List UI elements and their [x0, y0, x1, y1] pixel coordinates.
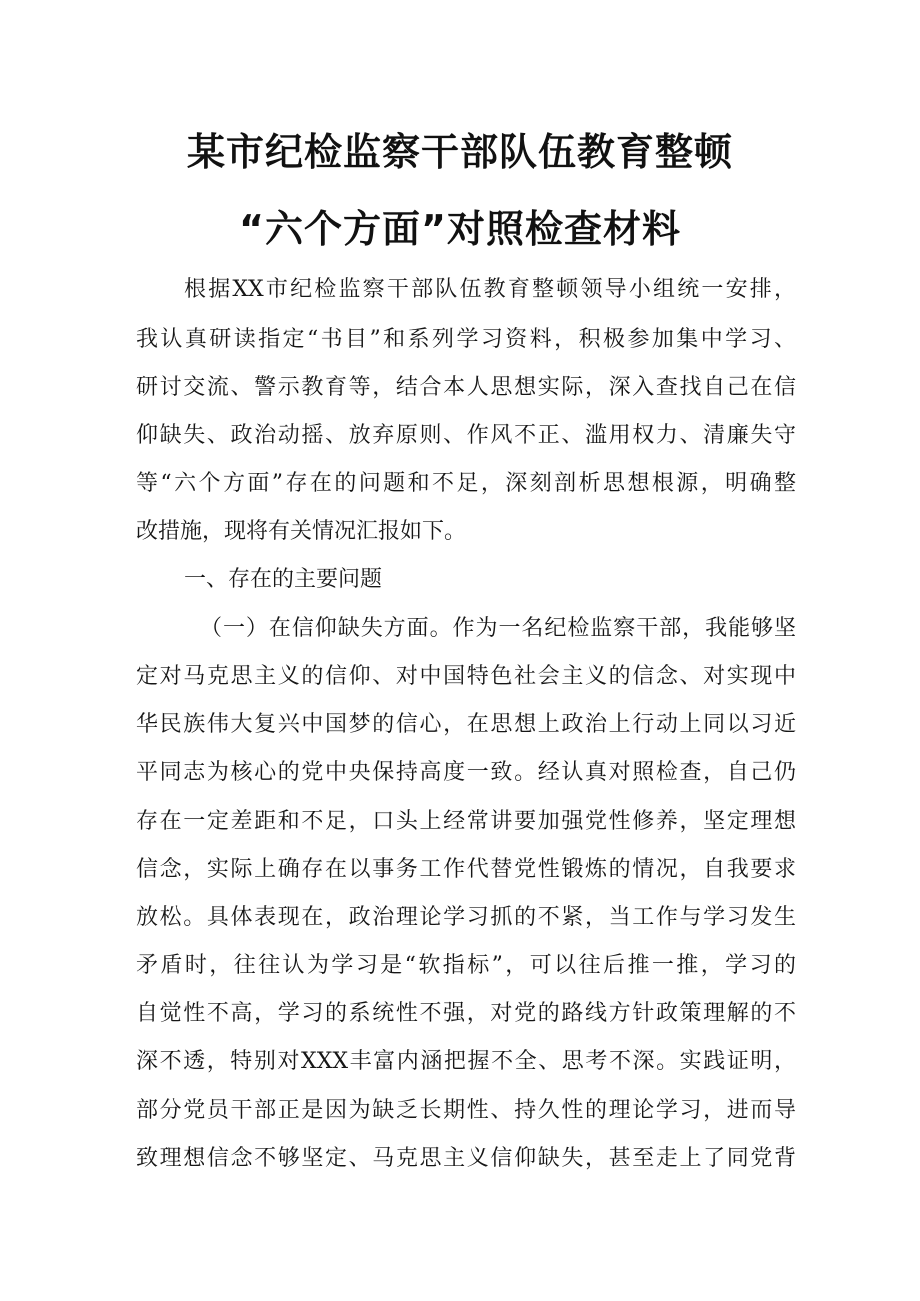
- paragraph-line: 信念，实际上确存在以事务工作代替党性锻炼的情况，自我要求: [136, 857, 796, 882]
- paragraph-line: 定对马克思主义的信仰、对中国特色社会主义的信念、对实现中: [136, 664, 796, 689]
- paragraph-line: 根据XX市纪检监察干部队伍教育整顿领导小组统一安排，: [184, 277, 796, 302]
- paragraph-line: 改措施，现将有关情况汇报如下。: [136, 519, 467, 544]
- paragraph-line: 平同志为核心的党中央保持高度一致。经认真对照检查，自己仍: [136, 760, 796, 785]
- document-title-line-1: 某市纪检监察干部队伍教育整顿: [186, 130, 733, 174]
- paragraph-line: 我认真研读指定“书目”和系列学习资料，积极参加集中学习、: [136, 327, 796, 352]
- document-title-line-2: “六个方面”对照检查材料: [239, 207, 681, 251]
- paragraph-line: 放松。具体表现在，政治理论学习抓的不紧，当工作与学习发生: [136, 905, 796, 930]
- paragraph-line: （一）在信仰缺失方面。作为一名纪检监察干部，我能够坚: [200, 616, 796, 641]
- paragraph-line: 自觉性不高，学习的系统性不强，对党的路线方针政策理解的不: [136, 1001, 796, 1026]
- paragraph-line: 致理想信念不够坚定、马克思主义信仰缺失，甚至走上了同党背: [136, 1146, 796, 1171]
- paragraph-line: 深不透，特别对XXX丰富内涵把握不全、思考不深。实践证明，: [136, 1049, 796, 1074]
- paragraph-line: 仰缺失、政治动摇、放弃原则、作风不正、滥用权力、清廉失守: [136, 423, 796, 448]
- paragraph-line: 研讨交流、警示教育等，结合本人思想实际，深入查找自己在信: [136, 375, 796, 400]
- section-heading: 一、存在的主要问题: [184, 567, 383, 592]
- paragraph-line: 华民族伟大复兴中国梦的信心，在思想上政治上行动上同以习近: [136, 712, 796, 737]
- paragraph-line: 存在一定差距和不足，口头上经常讲要加强党性修养，坚定理想: [136, 809, 796, 834]
- paragraph-line: 矛盾时，往往认为学习是“软指标”，可以往后推一推，学习的: [136, 953, 796, 978]
- paragraph-line: 部分党员干部正是因为缺乏长期性、持久性的理论学习，进而导: [136, 1098, 796, 1123]
- paragraph-line: 等“六个方面”存在的问题和不足，深刻剖析思想根源，明确整: [136, 471, 796, 496]
